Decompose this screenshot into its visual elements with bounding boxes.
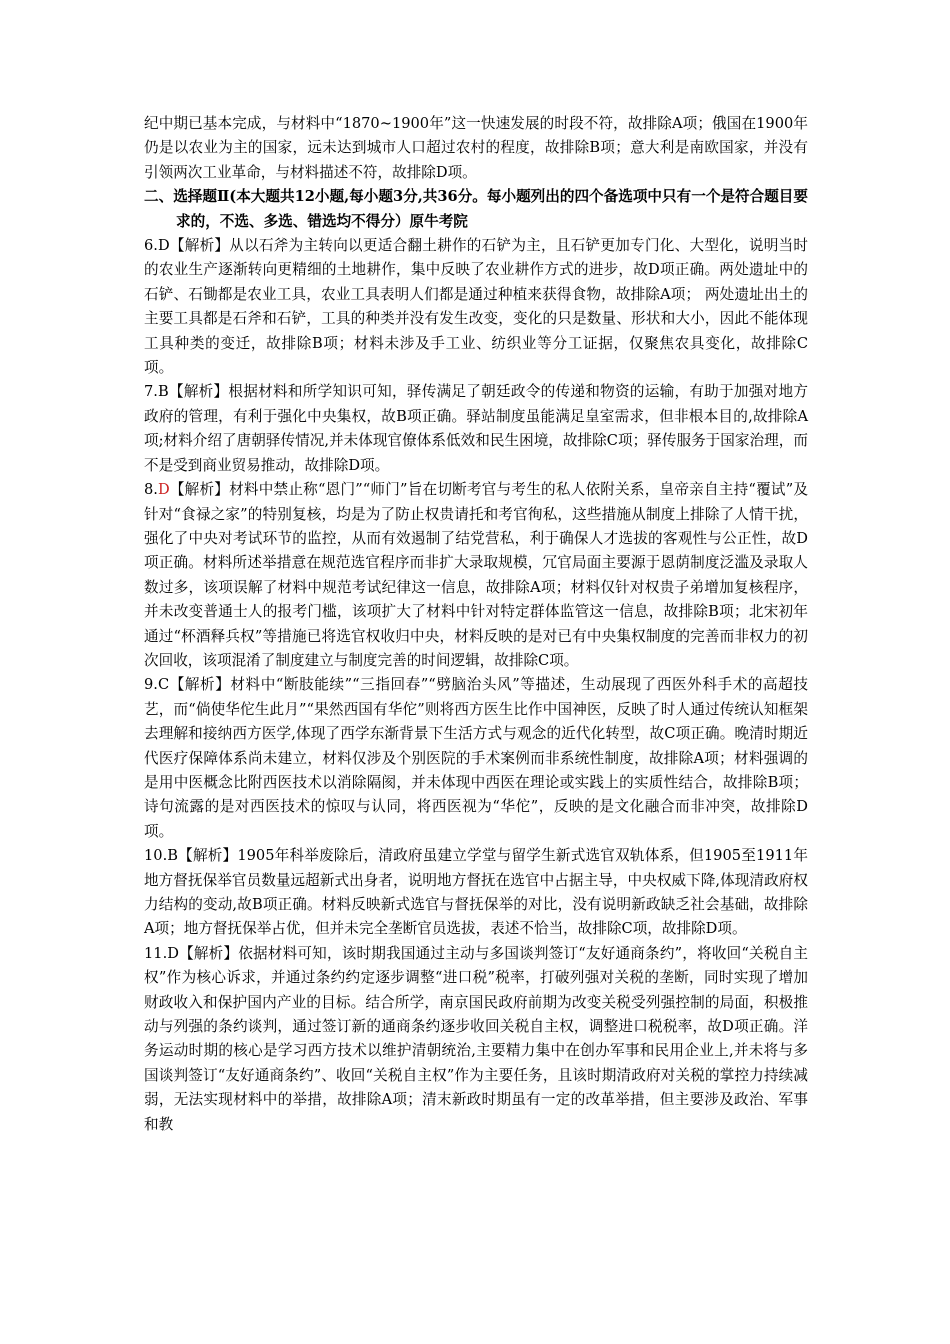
answer-item-10 — [144, 844, 808, 942]
answer-item-6 — [144, 234, 808, 380]
item-number: 8. — [144, 481, 158, 499]
section-heading: 二、选择题Ⅱ(本大题共12小题,每小题3分,共36分。每小题列出的四个备选项中只有一个是符合题目要求的，不选、多选、错选均不得分）原牛考院 — [144, 188, 808, 230]
item-explanation: 【解析】依据材料可知，该时期我国通过主动与多国谈判签订“友好通商条约”，将收回“关税自主权”作为核心诉求，并通过条约约定逐步调整“进口税”税率，打破列强对关税的垄断，同时实现了增加财政收入和保护国内产业的目标。结合所学，南京国民政府前期为改变关税受列强控制的局面，积极推动与列强的条约谈判，通过签订新的通商条约逐步收回关税自主权，调整进口税税率，故D项正确。洋务运动时期的核心是学习西方技术以维护清朝统治,主要精力集中在创办军事和民用企业上,并未将与多国谈判签订“友好通商条约”、收回“关税自主权”作为主要任务，且该时期清政府对关税的掌控力持续减弱，无法实现材料中的举措，故排除A项；清末新政时期虽有一定的改革举措，但主要涉及政治、军事和教 — [144, 944, 808, 1133]
answer-item-9 — [144, 673, 808, 844]
item-answer: B — [167, 847, 178, 865]
item-explanation: 【解析】根据材料和所学知识可知，驿传满足了朝廷政令的传递和物资的运输，有助于加强对地方政府的管理，有利于强化中央集权，故B项正确。驿站制度虽能满足皇室需求，但非根本目的,故排除A项;材料介绍了唐朝驿传情况,并未体现官僚体系低效和民生困境，故排除C项；驿传服务于国家治理，而不是受到商业贸易推动，故排除D项。 — [144, 383, 808, 474]
item-explanation: 【解析】材料中禁止称“恩门”“师门”旨在切断考官与考生的私人依附关系，皇帝亲自主持“覆试”及针对“食禄之家”的特别复核，均是为了防止权贵请托和考官徇私，这些措施从制度上排除了人情干扰，强化了中央对考试环节的监控，从而有效遏制了结党营私，利于确保人才选拔的客观性与公正性，故D项正确。材料所述举措意在规范选官程序而非扩大录取规模，冗官局面主要源于恩荫制度泛滥及录取人数过多，该项误解了材料中规范考试纪律这一信息，故排除A项；材料仅针对权贵子弟增加复核程序，并未改变普通士人的报考门槛，该项扩大了材料中针对特定群体监管这一信息，故排除B项；北宋初年通过“杯酒释兵权”等措施已将选官权收归中央，材料反映的是对已有中央集权制度的完善而非权力的初次回收，该项混淆了制度建立与制度完善的时间逻辑，故排除C项。 — [144, 481, 808, 669]
item-number: 6. — [144, 237, 158, 255]
item-answer: C — [157, 676, 170, 694]
item-answer: D — [157, 481, 170, 499]
continuation-paragraph: 纪中期已基本完成，与材料中“1870~1900年”这一快速发展的时段不符，故排除A项；俄国在1900年仍是以农业为主的国家，远未达到城市人口超过农村的程度，故排除B项；意大利是南欧国家，并没有引领两次工业革命，与材料描述不符，故排除D项。 — [144, 115, 808, 181]
item-answer: B — [157, 383, 169, 401]
item-explanation: 【解析】1905年科举废除后，清政府虽建立学堂与留学生新式选官双轨体系，但1905至1911年地方督抚保举官员数量远超新式出身者，说明地方督抚在选官中占据主导，中央权威下降,体现清政府权力结构的变动,故B项正确。材料反映新式选官与督抚保举的对比，没有说明新政缺乏社会基础，故排除A项；地方督抚保举占优，但并未完全垄断官员选拔，表述不恰当，故排除C项，故排除D项。 — [144, 847, 808, 938]
answer-item-11 — [144, 942, 808, 1137]
item-number: 9. — [144, 676, 158, 694]
item-answer: D — [167, 944, 179, 962]
item-answer: D — [157, 237, 170, 255]
item-explanation: 【解析】从以石斧为主转向以更适合翻土耕作的石铲为主，且石铲更加专门化、大型化，说明当时的农业生产逐渐转向更精细的土地耕作，集中反映了农业耕作方式的进步，故D项正确。两处遗址中的石铲、石锄都是农业工具，农业工具表明人们都是通过种植来获得食物，故排除A项； 两处遗址出土的主要工具都是石斧和石铲，工具的种类并没有发生改变，变化的只是数量、形状和大小，因此不能体现工具种类的变迁，故排除B项；材料未涉及手工业、纺织业等分工证据，仅聚焦农具变化，故排除C项。 — [144, 237, 808, 377]
item-number: 11. — [144, 944, 168, 962]
item-explanation: 【解析】材料中“断肢能续”“三指回春”“劈脑治头风”等描述，生动展现了西医外科手术的高超技艺，而“倘使华佗生此月”“果然西国有华佗”则将西方医生比作中国神医，反映了时人通过传统认知框架去理解和接纳西方医学,体现了西学东渐背景下生活方式与观念的近代化转型，故C项正确。晚清时期近代医疗保障体系尚未建立，材料仅涉及个别医院的手术案例而非系统性制度，故排除A项；材料强调的是用中医概念比附西医技术以消除隔阂，并未体现中西医在理论或实践上的实质性结合，故排除B项；诗句流露的是对西医技术的惊叹与认同，将西医视为“华佗”，反映的是文化融合而非冲突，故排除D项。 — [144, 676, 808, 840]
item-number: 7. — [144, 383, 158, 401]
answer-item-7 — [144, 380, 808, 478]
answer-item-8 — [144, 478, 808, 673]
item-number: 10. — [144, 847, 168, 865]
document-page — [144, 112, 808, 1137]
